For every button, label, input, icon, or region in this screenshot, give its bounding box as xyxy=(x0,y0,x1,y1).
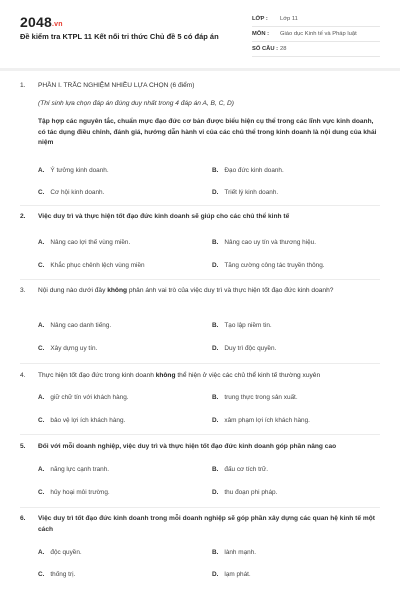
option-c[interactable]: C. Khắc phục chênh lệch vùng miền xyxy=(38,262,145,269)
option-b[interactable]: B. Đạo đức kinh doanh. xyxy=(212,167,284,174)
question-divider xyxy=(20,205,380,206)
option-c[interactable]: C. Cơ hội kinh doanh. xyxy=(38,189,105,196)
meta-row-class xyxy=(252,12,380,27)
meta-row-count xyxy=(252,42,380,57)
section-title: PHẦN I. TRẮC NGHIỆM NHIỀU LỰA CHỌN (6 điểm) xyxy=(38,82,195,89)
question-text: Việc duy trì và thực hiện tốt đạo đức kinh doanh sẽ giúp cho các chủ thể kinh tế xyxy=(38,213,290,220)
option-d[interactable]: D. Duy trì độc quyền. xyxy=(212,345,277,352)
option-c[interactable]: C. Xây dựng uy tín. xyxy=(38,345,98,352)
section-instruction xyxy=(20,99,380,110)
question-3 xyxy=(20,286,380,297)
meta-key: MÔN : xyxy=(252,31,270,37)
option-d[interactable]: D. lạm phát. xyxy=(212,571,251,578)
question-text: Việc duy trì tốt đạo đức kinh doanh trong mỗi doanh nghiệp sẽ góp phần xây dựng các quan hệ kinh tế một cách xyxy=(38,515,375,533)
question-number: 2. xyxy=(20,213,26,220)
page-header xyxy=(0,0,400,68)
page-title: Đề kiểm tra KTPL 11 Kết nối tri thức Chủ đề 5 có đáp án xyxy=(20,32,219,41)
question-divider xyxy=(20,507,380,508)
question-4 xyxy=(20,371,380,382)
option-b[interactable]: B. lành mạnh. xyxy=(212,549,257,556)
question-text: Tập hợp các nguyên tắc, chuẩn mực đạo đức cơ bản được biểu hiện cụ thể trong các lĩnh vực kinh doanh, có tác dụng điều chỉnh, đánh giá, hướng dẫn hành vi của các chủ thể trong kinh doanh là nội dung của khái niệm xyxy=(38,118,377,147)
question-number: 4. xyxy=(20,372,26,379)
option-b[interactable]: B. trung thực trong sản xuất. xyxy=(212,394,298,401)
question-1-text xyxy=(20,117,380,149)
question-divider xyxy=(20,434,380,435)
exam-meta xyxy=(252,12,380,57)
option-d[interactable]: D. xâm phạm lợi ích khách hàng. xyxy=(212,417,310,424)
question-number: 3. xyxy=(20,287,26,294)
option-a[interactable]: A. độc quyền. xyxy=(38,549,82,556)
question-text: Thực hiện tốt đạo đức trong kinh doanh không thể hiện ở việc các chủ thể kinh tế thường xuyên xyxy=(38,372,321,379)
option-b[interactable]: B. đấu cơ tích trữ. xyxy=(212,466,269,473)
option-d[interactable]: D. Tăng cường công tác truyền thông. xyxy=(212,262,325,269)
question-text: Đối với mỗi doanh nghiệp, việc duy trì và thực hiện tốt đạo đức kinh doanh góp phần nâng cao xyxy=(38,443,337,450)
option-d[interactable]: D. thu đoạn phi pháp. xyxy=(212,489,278,496)
instruction-text: (Thí sinh lựa chọn đáp án đúng duy nhất trong 4 đáp án A, B, C, D) xyxy=(38,100,235,107)
option-c[interactable]: C. bảo vệ lợi ích khách hàng. xyxy=(38,417,126,424)
question-5 xyxy=(20,442,380,453)
option-a[interactable]: A. năng lực cạnh tranh. xyxy=(38,466,110,473)
logo-suffix: .vn xyxy=(51,21,63,28)
question-6 xyxy=(20,514,380,535)
option-a[interactable]: A. Nâng cao lợi thế vùng miền. xyxy=(38,239,131,246)
option-a[interactable]: A. giữ chữ tín với khách hàng. xyxy=(38,394,129,401)
option-c[interactable]: C. thống trị. xyxy=(38,571,76,578)
meta-row-subject xyxy=(252,27,380,42)
option-a[interactable]: A. Ý tưởng kinh doanh. xyxy=(38,167,109,174)
meta-value: 28 xyxy=(280,46,287,52)
meta-value: Lớp 11 xyxy=(280,16,298,22)
question-divider xyxy=(20,279,380,280)
option-b[interactable]: B. Nâng cao uy tín và thương hiệu. xyxy=(212,239,317,246)
option-c[interactable]: C. hủy hoại môi trường. xyxy=(38,489,110,496)
question-2 xyxy=(20,212,380,223)
question-number: 1. xyxy=(20,82,26,89)
meta-key: SỐ CÂU : xyxy=(252,46,279,52)
option-a[interactable]: A. Nâng cao danh tiếng. xyxy=(38,322,112,329)
meta-key: LỚP : xyxy=(252,16,268,22)
header-divider xyxy=(0,68,400,71)
site-logo[interactable] xyxy=(20,14,63,30)
question-number: 5. xyxy=(20,443,26,450)
meta-value: Giáo dục Kinh tế và Pháp luật xyxy=(280,31,357,37)
question-text: Nội dung nào dưới đây không phản ánh vai trò của việc duy trì và thực hiện tốt đạo đức kinh doanh? xyxy=(38,287,334,294)
logo-text: 2048 xyxy=(20,14,52,30)
option-d[interactable]: D. Triết lý kinh doanh. xyxy=(212,189,279,196)
option-b[interactable]: B. Tạo lập niềm tin. xyxy=(212,322,272,329)
question-1 xyxy=(20,81,380,92)
question-divider xyxy=(20,363,380,364)
question-number: 6. xyxy=(20,515,26,522)
